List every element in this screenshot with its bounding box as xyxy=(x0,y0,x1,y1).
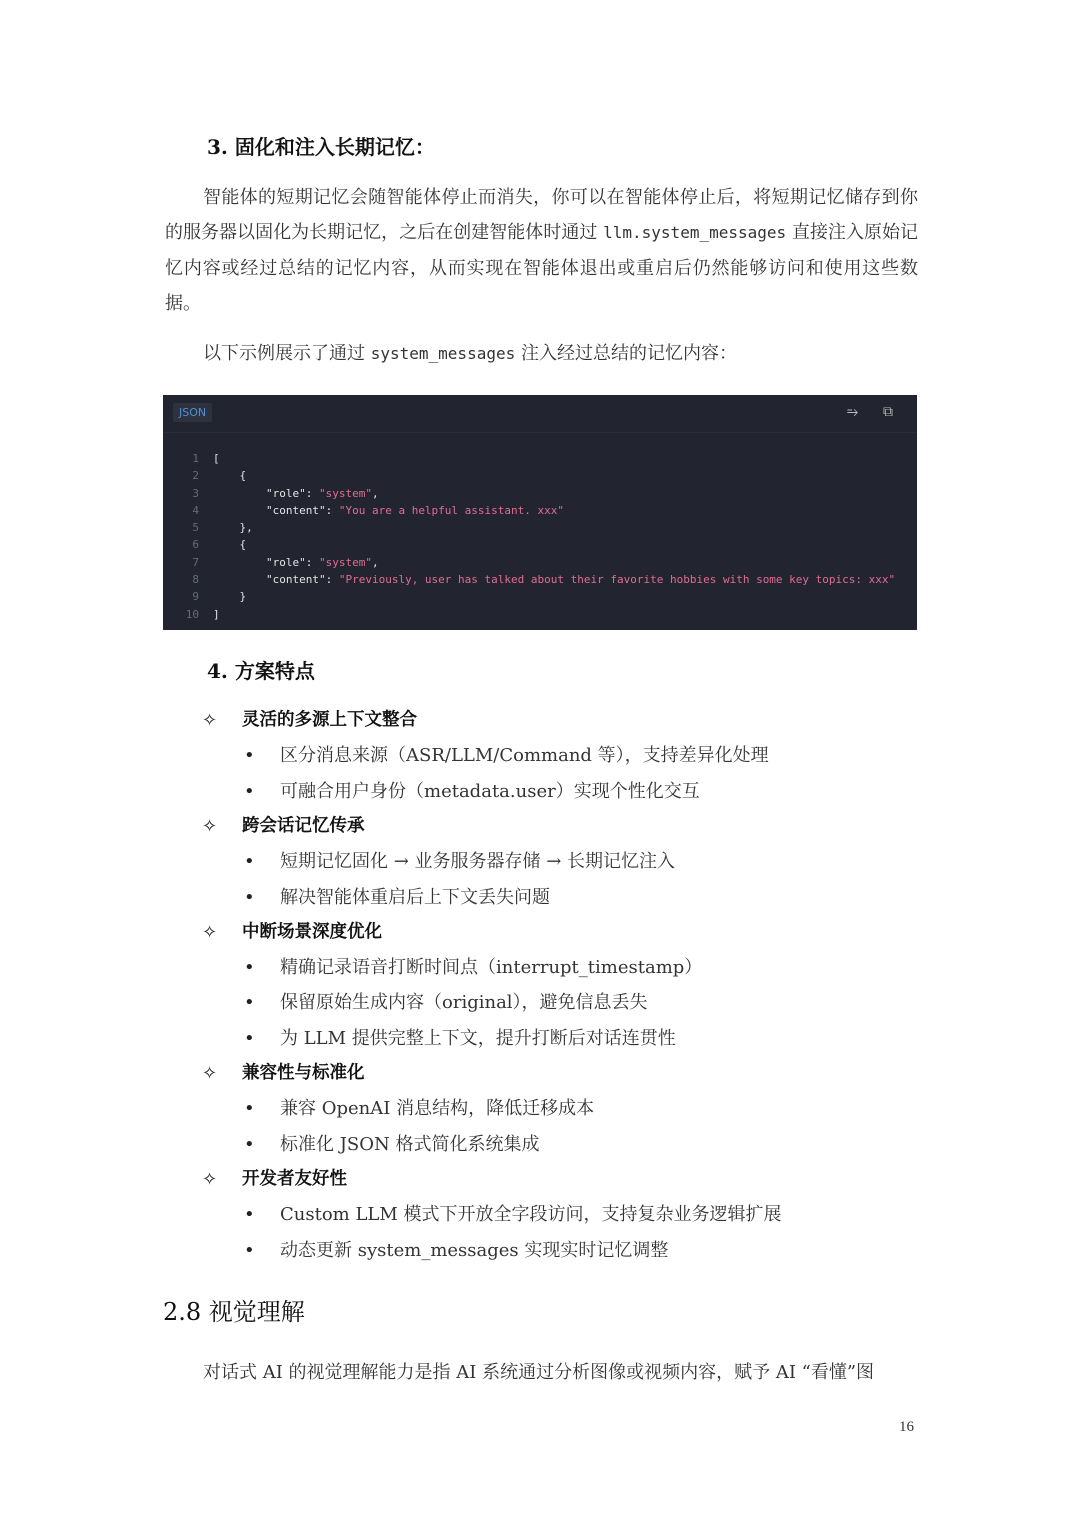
code-punct: , xyxy=(371,555,379,569)
text: 直接注入原始记忆内容或经过总结的记忆内容，从而实现在智能体退出或重启后仍然能够访问和使用这些数据。 xyxy=(165,222,918,314)
feature-item: 精确记录语音打断时间点（interrupt_timestamp） xyxy=(280,957,703,979)
wrap-icon[interactable]: ⥱ xyxy=(847,404,859,420)
bullet-icon: • xyxy=(244,1133,255,1155)
feature-title: 跨会话记忆传承 xyxy=(242,815,365,836)
code-string: "You are a helpful assistant. xxx" xyxy=(338,503,565,517)
bullet-icon: • xyxy=(244,1204,255,1226)
code-string: "system" xyxy=(318,555,372,569)
line-number: 3 xyxy=(192,486,199,500)
line-number: 7 xyxy=(192,555,199,569)
code-lines xyxy=(163,450,895,623)
code-line xyxy=(163,519,895,536)
feature-title: 兼容性与标准化 xyxy=(242,1063,365,1083)
feature-item: 短期记忆固化 → 业务服务器存储 → 长期记忆注入 xyxy=(280,851,676,873)
bullet-icon: • xyxy=(244,957,255,979)
section-heading: 2.8 视觉理解 xyxy=(163,1298,305,1326)
bullet-icon: • xyxy=(244,992,255,1014)
feature-item: 兼容 OpenAI 消息结构，降低迁移成本 xyxy=(280,1098,595,1120)
line-number: 2 xyxy=(192,469,199,483)
code-text: ] xyxy=(213,607,220,621)
feature-title: 中断场景深度优化 xyxy=(242,921,382,942)
code-text: "role": xyxy=(213,486,319,500)
bullet-icon: • xyxy=(244,886,255,908)
code-text: [ xyxy=(213,452,220,465)
bullet-icon: • xyxy=(244,1027,255,1049)
code-string: "Previously, user has talked about their favorite hobbies with some key topics: xxx" xyxy=(338,573,896,587)
code-header xyxy=(163,395,917,433)
line-number: 1 xyxy=(192,452,199,465)
feature-title: 灵活的多源上下文整合 xyxy=(242,710,417,730)
code-string: "system" xyxy=(318,486,372,500)
code-text: }, xyxy=(213,521,253,535)
line-number: 5 xyxy=(192,521,199,535)
text: 智能体的短期记忆会随智能体停止而消失，你可以在智能体停止后，将短期记忆储存到你的服务器以固化为长期记忆，之后在创建智能体时通过 xyxy=(165,187,918,244)
inline-code: llm.system_messages xyxy=(603,223,787,243)
code-line xyxy=(163,485,895,502)
feature-title: 开发者友好性 xyxy=(242,1168,347,1189)
bullet-icon: • xyxy=(244,780,255,802)
code-line xyxy=(163,606,895,623)
line-number: 10 xyxy=(185,607,199,621)
section-heading: 3. 固化和注入长期记忆： xyxy=(207,135,435,159)
code-text: { xyxy=(213,538,247,552)
bullet-icon: • xyxy=(244,745,255,767)
feature-item: 保留原始生成内容（original），避免信息丢失 xyxy=(280,992,648,1014)
feature-item: 可融合用户身份（metadata.user）实现个性化交互 xyxy=(280,780,700,802)
code-punct: , xyxy=(371,486,379,500)
feature-item: 为 LLM 提供完整上下文，提升打断后对话连贯性 xyxy=(280,1027,676,1049)
line-number: 4 xyxy=(192,503,199,517)
paragraph: 对话式 AI 的视觉理解能力是指 AI 系统通过分析图像或视频内容，赋予 AI “看懂”图 xyxy=(203,1362,875,1383)
code-line xyxy=(163,467,895,484)
line-number: 6 xyxy=(192,538,199,552)
bullet-icon: • xyxy=(244,1239,255,1261)
code-line xyxy=(163,554,895,571)
code-block xyxy=(163,395,917,630)
diamond-bullet-icon: ✧ xyxy=(202,710,218,731)
diamond-bullet-icon: ✧ xyxy=(202,815,218,837)
inline-code: system_messages xyxy=(370,344,516,363)
code-line xyxy=(163,571,895,588)
code-line xyxy=(163,450,895,467)
code-text: { xyxy=(213,469,247,483)
paragraph xyxy=(165,180,918,321)
code-line xyxy=(163,502,895,519)
code-text: "role": xyxy=(213,555,319,569)
code-text: "content": xyxy=(213,503,339,517)
language-badge: JSON xyxy=(173,403,212,422)
code-line xyxy=(163,536,895,553)
line-number: 9 xyxy=(192,590,199,604)
feature-item: Custom LLM 模式下开放全字段访问，支持复杂业务逻辑扩展 xyxy=(280,1204,782,1226)
feature-item: 标准化 JSON 格式简化系统集成 xyxy=(280,1133,540,1155)
text: 以下示例展示了通过 xyxy=(203,343,371,364)
text: 注入经过总结的记忆内容： xyxy=(515,343,737,364)
bullet-icon: • xyxy=(244,1098,255,1120)
code-line xyxy=(163,588,895,605)
section-heading: 4. 方案特点 xyxy=(207,659,315,683)
code-text: "content": xyxy=(213,573,339,587)
diamond-bullet-icon: ✧ xyxy=(202,921,218,943)
page-number: 16 xyxy=(899,1419,914,1435)
paragraph xyxy=(165,336,918,371)
feature-item: 区分消息来源（ASR/LLM/Command 等），支持差异化处理 xyxy=(280,745,769,767)
copy-icon[interactable]: ⧉ xyxy=(883,404,893,420)
diamond-bullet-icon: ✧ xyxy=(202,1168,218,1190)
diamond-bullet-icon: ✧ xyxy=(202,1063,218,1084)
feature-item: 动态更新 system_messages 实现实时记忆调整 xyxy=(280,1239,669,1261)
code-text: } xyxy=(213,590,247,604)
line-number: 8 xyxy=(192,573,199,587)
feature-item: 解决智能体重启后上下文丢失问题 xyxy=(280,886,550,908)
bullet-icon: • xyxy=(244,851,255,873)
